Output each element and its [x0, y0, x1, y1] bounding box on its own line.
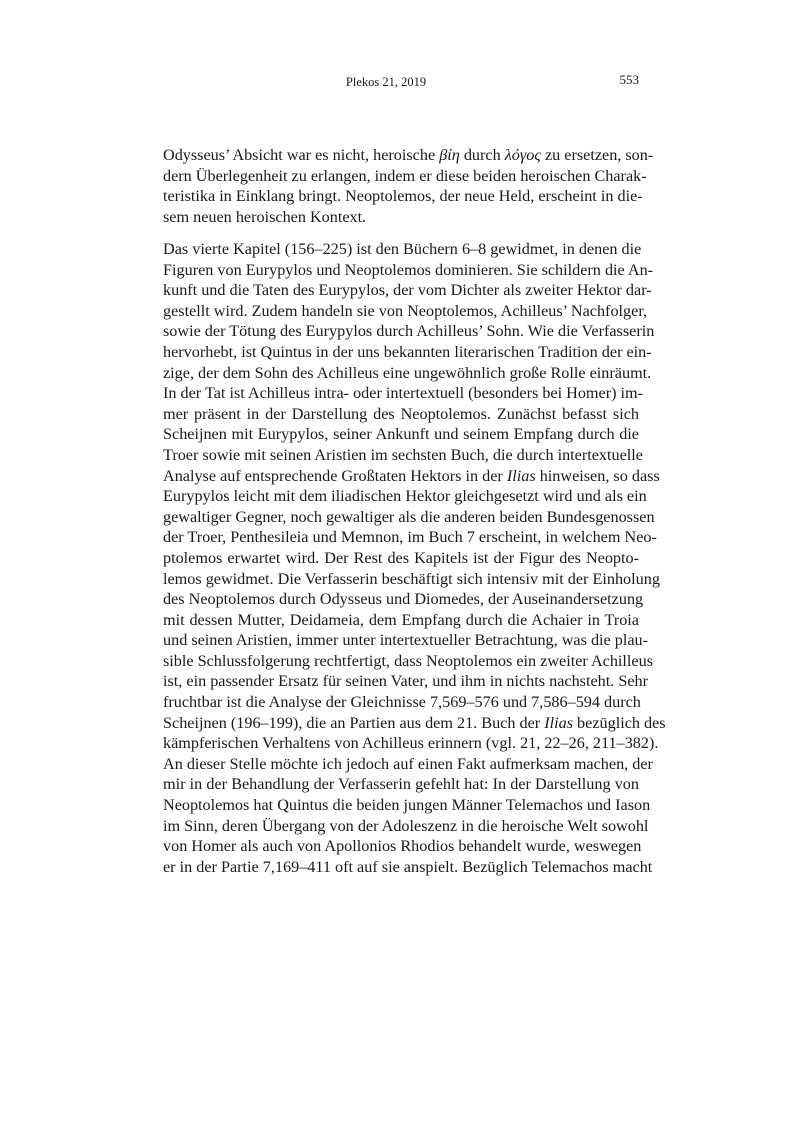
text-segment: Scheijnen (196–199), die an Partien aus dem 21. Buch der: [163, 713, 545, 732]
paragraph-2: [163, 239, 666, 877]
text-segment: Eurypylos leicht mit dem iliadischen Hektor gleichgesetzt wird und als ein: [163, 487, 647, 506]
text-segment: hervorhebt, ist Quintus in der uns bekannten literarischen Tradition der ein-: [163, 342, 652, 361]
text-segment: und seinen Aristien, immer unter intertextueller Betrachtung, was die plau-: [163, 631, 649, 650]
text-line: [163, 548, 639, 569]
text-line: [163, 363, 652, 384]
text-segment: Troer sowie mit seinen Aristien im sechsten Buch, die durch intertextuelle: [163, 445, 643, 464]
text-segment: An dieser Stelle möchte ich jedoch auf einen Fakt aufmerksam machen, der: [163, 754, 653, 773]
text-line: [163, 733, 659, 754]
text-segment: lemos gewidmet. Die Verfasserin beschäftigt sich intensiv mit der Einholung: [163, 569, 660, 588]
text-segment: sem neuen heroischen Kontext.: [163, 207, 367, 226]
text-line: [163, 816, 649, 837]
text-line: [163, 321, 655, 342]
text-segment: Figuren von Eurypylos und Neoptolemos dominieren. Sie schildern die An-: [163, 260, 654, 279]
text-segment: im Sinn, deren Übergang von der Adoleszenz in die heroische Welt sowohl: [163, 816, 649, 835]
text-line: [163, 507, 655, 528]
text-line: [163, 383, 644, 404]
text-segment: teristika in Einklang bringt. Neoptolemos, der neue Held, erscheint in die-: [163, 187, 643, 206]
text-segment: ist, ein passender Ersatz für seinen Vater, und ihm in nichts nachsteht. Sehr: [163, 672, 649, 691]
text-line: [163, 651, 654, 672]
text-segment: durch: [459, 146, 505, 164]
text-segment: gewaltiger Gegner, noch gewaltiger als die anderen beiden Bundesgenossen: [163, 507, 655, 526]
text-line: [163, 671, 649, 692]
text-segment: von Homer als auch von Apollonios Rhodios behandelt wurde, weswegen: [163, 837, 642, 856]
text-line: [163, 610, 639, 631]
text-line: [163, 239, 642, 260]
text-segment: hinweisen, so dass: [535, 466, 660, 485]
text-segment: zu ersetzen, son-: [540, 146, 654, 164]
text-segment: er in der Partie 7,169–411 oft auf sie anspielt. Bezüglich Telemachos macht: [163, 857, 653, 876]
text-segment: mer präsent in der Darstellung des Neoptolemos. Zunächst befasst sich: [163, 404, 639, 423]
paragraph-1: [163, 145, 654, 227]
text-line: [163, 569, 660, 590]
text-line: [163, 424, 639, 445]
text-segment: der Troer, Penthesileia und Memnon, im Buch 7 erscheint, in welchem Neo-: [163, 528, 657, 547]
text-segment: Neoptolemos hat Quintus die beiden jungen Männer Telemachos und Iason: [163, 796, 651, 815]
text-line: [163, 260, 654, 281]
text-line: [163, 836, 642, 857]
page-number: 553: [619, 72, 639, 87]
text-segment: fruchtbar ist die Analyse der Gleichnisse 7,569–576 und 7,586–594 durch: [163, 693, 641, 712]
text-line: [163, 589, 644, 610]
text-line: [163, 186, 643, 207]
text-segment: Odysseus’ Absicht war es nicht, heroische: [163, 146, 440, 164]
text-line: [163, 486, 647, 507]
text-segment: kunft und die Taten des Eurypylos, der vom Dichter als zweiter Hektor dar-: [163, 281, 652, 300]
text-line: [163, 404, 639, 425]
text-line: [163, 795, 651, 816]
text-line: [163, 301, 648, 322]
text-segment: mir in der Behandlung der Verfasserin gefehlt hat: In der Darstellung von: [163, 775, 639, 794]
text-line: [163, 754, 653, 775]
text-segment: sible Schlussfolgerung rechtfertigt, dass Neoptolemos ein zweiter Achilleus: [163, 651, 654, 670]
text-segment: kämpferischen Verhaltens von Achilleus erinnern (vgl. 21, 22–26, 211–382).: [163, 734, 659, 753]
text-segment: gestellt wird. Zudem handeln sie von Neoptolemos, Achilleus’ Nachfolger,: [163, 301, 648, 320]
text-line: [163, 774, 639, 795]
text-segment: dern Überlegenheit zu erlangen, indem er diese beiden heroischen Charak-: [163, 166, 647, 185]
text-segment: ptolemos erwartet wird. Der Rest des Kapitels ist der Figur des Neopto-: [163, 548, 639, 567]
italic-text: βίη: [439, 146, 460, 164]
text-line: [163, 145, 654, 166]
text-line: [163, 342, 652, 363]
text-segment: Analyse auf entsprechende Großtaten Hektors in der: [163, 466, 507, 485]
text-segment: zige, der dem Sohn des Achilleus eine ungewöhnlich große Rolle einräumt.: [163, 363, 652, 382]
text-line: [163, 207, 639, 228]
text-line: [163, 692, 639, 713]
text-segment: mit dessen Mutter, Deidameia, dem Empfang durch die Achaier in Troia: [163, 610, 639, 629]
text-line: [163, 166, 647, 187]
text-segment: sowie der Tötung des Eurypylos durch Achilleus’ Sohn. Wie die Verfasserin: [163, 322, 655, 341]
italic-text: Ilias: [506, 466, 536, 485]
journal-title: Plekos 21, 2019: [345, 75, 427, 89]
italic-text: Ilias: [544, 713, 573, 732]
text-line: [163, 713, 666, 734]
text-line: [163, 466, 660, 487]
text-line: [163, 527, 657, 548]
text-segment: des Neoptolemos durch Odysseus und Diomedes, der Auseinandersetzung: [163, 590, 644, 609]
text-line: [163, 630, 649, 651]
text-line: [163, 280, 652, 301]
text-segment: bezüglich des: [573, 713, 666, 732]
italic-text: λόγος: [504, 146, 541, 164]
text-segment: Scheijnen mit Eurypylos, seiner Ankunft und seinem Empfang durch die: [163, 425, 639, 444]
text-line: [163, 857, 653, 878]
text-segment: Das vierte Kapitel (156–225) ist den Büchern 6–8 gewidmet, in denen die: [163, 240, 642, 258]
text-segment: In der Tat ist Achilleus intra- oder intertextuell (besonders bei Homer) im-: [163, 384, 644, 403]
text-line: [163, 445, 643, 466]
